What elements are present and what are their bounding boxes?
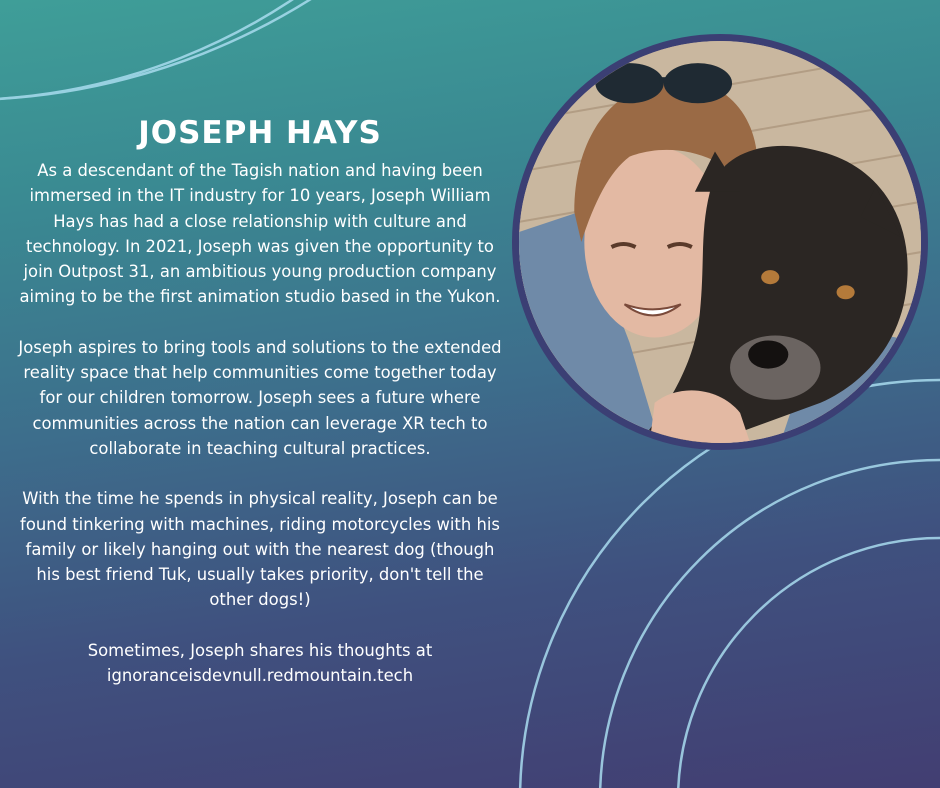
arc-bottom-right-3 [678, 538, 940, 788]
website-link[interactable]: ignoranceisdevnull.redmountain.tech [106, 666, 414, 686]
person-name-heading: JOSEPH HAYS [138, 115, 382, 151]
closing-text: Sometimes, Joseph shares his thoughts at [87, 640, 433, 660]
bio-paragraph-heritage: As a descendant of the Tagish nation and having been immersed in the IT industry for 10 years, Joseph William Hays has had a close relationship with culture and technology. In 2021, Joseph was given the opportunity to join Outpost 31, an ambitious young production company aiming to be the first animation studio based in the Yukon. [19, 161, 501, 307]
arc-top-left-outer [0, 0, 560, 100]
biography [14, 158, 506, 688]
profile-photo [512, 34, 928, 450]
arc-bottom-right-2 [600, 460, 940, 788]
bio-paragraph-aspirations: Joseph aspires to bring tools and solutions to the extended reality space that help communities come together today for our children tomorrow. Joseph sees a future where communities across the nation can leverage XR tech to collaborate in teaching cultural practices. [18, 337, 502, 458]
photo-illustration [519, 41, 921, 443]
bio-paragraph-hobbies: With the time he spends in physical reality, Joseph can be found tinkering with machines, riding motorcycles with his family or likely hanging out with the nearest dog (though his best friend Tuk, usually takes priority, don't tell the other dogs!) [20, 489, 500, 610]
bio-paragraph-closing [14, 638, 506, 689]
